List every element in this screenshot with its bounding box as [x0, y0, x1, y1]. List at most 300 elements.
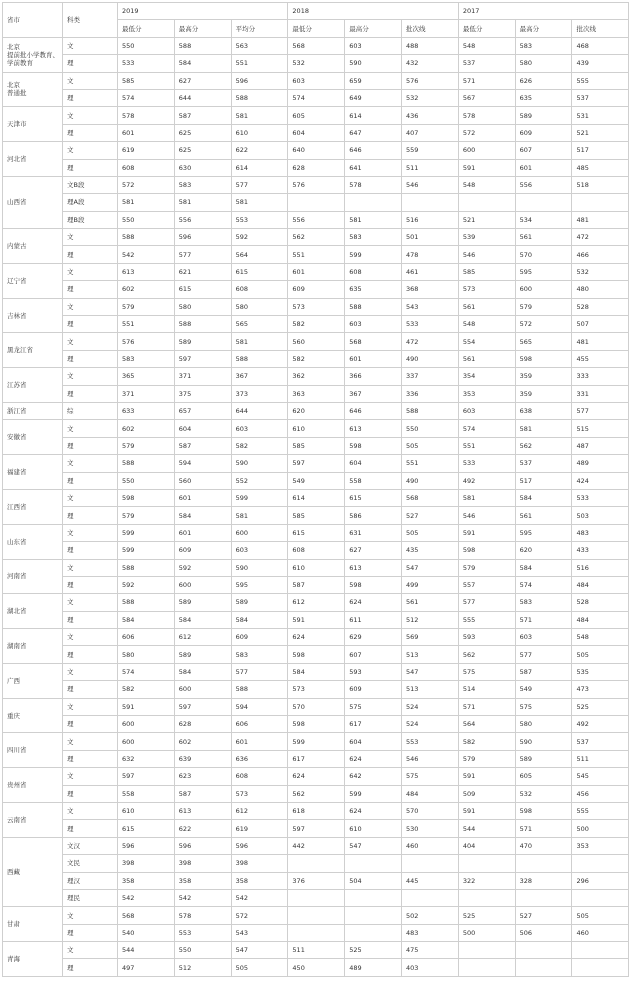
score-cell: 562 — [458, 646, 515, 663]
score-cell: 623 — [174, 768, 231, 785]
region-cell — [3, 524, 63, 559]
subject-cell: 理B段 — [63, 211, 118, 228]
score-cell: 584 — [515, 559, 572, 576]
subject-cell: 理 — [63, 959, 118, 976]
score-cell: 575 — [515, 698, 572, 715]
score-cell: 511 — [572, 750, 629, 767]
table-row — [3, 350, 629, 367]
score-cell: 373 — [231, 385, 288, 402]
region-cell — [3, 176, 63, 228]
table-row — [3, 229, 629, 246]
score-cell: 435 — [402, 542, 459, 559]
table-row — [3, 159, 629, 176]
score-cell: 532 — [572, 263, 629, 280]
score-cell: 547 — [345, 837, 402, 854]
score-cell: 564 — [458, 716, 515, 733]
table-row — [3, 37, 629, 54]
score-cell: 579 — [458, 559, 515, 576]
region-cell — [3, 559, 63, 594]
score-cell — [402, 889, 459, 906]
score-cell: 544 — [118, 942, 175, 959]
score-cell: 563 — [231, 37, 288, 54]
score-cell — [345, 924, 402, 941]
score-cell — [458, 889, 515, 906]
score-cell: 619 — [118, 142, 175, 159]
score-cell: 580 — [515, 55, 572, 72]
score-cell: 625 — [174, 124, 231, 141]
score-cell: 582 — [231, 437, 288, 454]
score-cell: 574 — [288, 89, 345, 106]
subject-cell: 文 — [63, 733, 118, 750]
score-cell: 604 — [174, 420, 231, 437]
score-cell: 572 — [458, 124, 515, 141]
table-header — [3, 3, 629, 38]
score-cell: 512 — [174, 959, 231, 976]
score-cell: 578 — [345, 176, 402, 193]
score-cell — [402, 855, 459, 872]
table-row — [3, 785, 629, 802]
table-row — [3, 716, 629, 733]
score-cell: 646 — [345, 142, 402, 159]
score-cell: 561 — [515, 507, 572, 524]
table-row — [3, 455, 629, 472]
score-cell: 589 — [515, 750, 572, 767]
score-cell: 505 — [402, 437, 459, 454]
score-cell: 590 — [231, 455, 288, 472]
score-cell: 551 — [288, 246, 345, 263]
score-cell: 624 — [288, 768, 345, 785]
region-label: 北京 — [7, 81, 20, 90]
subject-cell: 理 — [63, 350, 118, 367]
score-cell: 632 — [118, 750, 175, 767]
score-cell: 589 — [515, 107, 572, 124]
score-cell: 468 — [572, 37, 629, 54]
score-cell: 635 — [515, 89, 572, 106]
table-row — [3, 194, 629, 211]
score-cell: 578 — [118, 107, 175, 124]
table-row — [3, 72, 629, 89]
score-cell: 598 — [288, 646, 345, 663]
score-cell — [288, 889, 345, 906]
score-cell: 549 — [515, 681, 572, 698]
score-cell: 505 — [231, 959, 288, 976]
region-cell — [3, 942, 63, 977]
score-cell: 569 — [402, 629, 459, 646]
score-cell: 572 — [515, 316, 572, 333]
score-cell: 614 — [288, 489, 345, 506]
score-cell: 589 — [231, 594, 288, 611]
subject-cell: 文 — [63, 524, 118, 541]
score-cell: 573 — [288, 681, 345, 698]
score-cell: 590 — [515, 733, 572, 750]
subject-cell: 文 — [63, 263, 118, 280]
header-2019-min: 最低分 — [118, 20, 175, 37]
score-cell: 514 — [458, 681, 515, 698]
score-cell: 398 — [231, 855, 288, 872]
score-cell: 659 — [345, 72, 402, 89]
score-cell: 601 — [345, 350, 402, 367]
score-cell: 333 — [572, 368, 629, 385]
region-cell — [3, 298, 63, 333]
score-cell: 644 — [231, 402, 288, 419]
score-cell: 568 — [402, 489, 459, 506]
score-cell: 613 — [118, 263, 175, 280]
score-cell: 624 — [345, 594, 402, 611]
subject-cell: 综 — [63, 402, 118, 419]
region-label: 北京 — [7, 42, 20, 51]
score-cell: 527 — [515, 907, 572, 924]
score-cell: 570 — [288, 698, 345, 715]
table-row — [3, 333, 629, 350]
score-cell: 615 — [345, 489, 402, 506]
score-cell: 478 — [402, 246, 459, 263]
score-cell: 583 — [345, 229, 402, 246]
header-year-2017: 2017 — [458, 3, 628, 20]
score-cell: 322 — [458, 872, 515, 889]
score-cell: 584 — [118, 611, 175, 628]
score-cell: 546 — [402, 750, 459, 767]
score-cell: 608 — [345, 263, 402, 280]
score-cell: 636 — [231, 750, 288, 767]
score-cell: 432 — [402, 55, 459, 72]
score-cell: 600 — [231, 524, 288, 541]
score-cell: 592 — [174, 559, 231, 576]
score-cell: 588 — [231, 681, 288, 698]
region-label: 天津市 — [7, 120, 27, 129]
score-cell: 588 — [231, 350, 288, 367]
score-cell: 525 — [572, 698, 629, 715]
score-cell: 608 — [288, 542, 345, 559]
subject-cell: 理 — [63, 785, 118, 802]
table-row — [3, 594, 629, 611]
score-cell: 579 — [118, 298, 175, 315]
score-cell: 525 — [345, 942, 402, 959]
score-cell: 598 — [515, 802, 572, 819]
score-cell: 533 — [402, 316, 459, 333]
score-cell: 367 — [231, 368, 288, 385]
score-cell: 353 — [572, 837, 629, 854]
table-row — [3, 507, 629, 524]
score-cell: 461 — [402, 263, 459, 280]
score-cell: 460 — [402, 837, 459, 854]
score-cell: 517 — [572, 142, 629, 159]
score-cell: 561 — [458, 298, 515, 315]
score-cell: 331 — [572, 385, 629, 402]
score-cell: 562 — [515, 437, 572, 454]
score-cell: 499 — [402, 576, 459, 593]
table-row — [3, 124, 629, 141]
score-cell: 588 — [118, 594, 175, 611]
subject-cell: 文汉 — [63, 837, 118, 854]
region-label: 山西省 — [7, 198, 27, 207]
score-cell: 398 — [118, 855, 175, 872]
region-cell — [3, 333, 63, 368]
region-label: 青海 — [7, 954, 20, 963]
score-cell: 521 — [572, 124, 629, 141]
score-cell: 483 — [402, 924, 459, 941]
score-cell: 574 — [118, 89, 175, 106]
score-cell: 558 — [345, 472, 402, 489]
score-cell: 595 — [231, 576, 288, 593]
score-cell: 577 — [458, 594, 515, 611]
score-cell — [458, 959, 515, 976]
score-cell: 593 — [458, 629, 515, 646]
score-cell: 480 — [572, 281, 629, 298]
score-cell: 576 — [402, 72, 459, 89]
score-cell: 542 — [174, 889, 231, 906]
region-label: 普通批 — [7, 89, 27, 98]
score-cell: 618 — [288, 802, 345, 819]
subject-cell: 文 — [63, 629, 118, 646]
score-cell: 533 — [118, 55, 175, 72]
score-cell — [458, 855, 515, 872]
subject-cell: 理 — [63, 924, 118, 941]
score-cell: 646 — [345, 402, 402, 419]
region-label: 浙江省 — [7, 407, 27, 416]
score-cell: 584 — [174, 507, 231, 524]
score-cell: 532 — [515, 785, 572, 802]
score-cell: 610 — [345, 820, 402, 837]
score-cell: 573 — [458, 281, 515, 298]
score-cell: 517 — [515, 472, 572, 489]
score-cell: 611 — [345, 611, 402, 628]
score-cell: 598 — [515, 350, 572, 367]
score-cell: 487 — [572, 437, 629, 454]
score-cell: 573 — [288, 298, 345, 315]
score-cell: 578 — [174, 907, 231, 924]
score-cell: 619 — [231, 820, 288, 837]
score-cell — [515, 942, 572, 959]
score-cell: 589 — [174, 333, 231, 350]
score-cell: 598 — [458, 542, 515, 559]
table-row — [3, 385, 629, 402]
score-cell: 627 — [174, 72, 231, 89]
score-cell: 587 — [174, 785, 231, 802]
subject-cell: 文 — [63, 802, 118, 819]
score-cell: 588 — [118, 229, 175, 246]
score-cell — [402, 194, 459, 211]
score-cell: 475 — [402, 942, 459, 959]
score-cell: 577 — [572, 402, 629, 419]
score-cell: 617 — [288, 750, 345, 767]
score-cell: 601 — [515, 159, 572, 176]
table-row — [3, 211, 629, 228]
score-cell: 558 — [118, 785, 175, 802]
score-cell: 562 — [288, 229, 345, 246]
region-cell — [3, 489, 63, 524]
score-cell: 568 — [118, 907, 175, 924]
score-cell: 582 — [288, 350, 345, 367]
score-cell: 583 — [515, 594, 572, 611]
score-cell: 565 — [515, 333, 572, 350]
score-cell: 604 — [288, 124, 345, 141]
subject-cell: 文 — [63, 942, 118, 959]
subject-cell: 理 — [63, 681, 118, 698]
score-cell: 551 — [402, 455, 459, 472]
score-cell: 501 — [402, 229, 459, 246]
score-cell: 560 — [174, 472, 231, 489]
score-cell: 532 — [288, 55, 345, 72]
score-cell: 608 — [231, 281, 288, 298]
subject-cell: 理 — [63, 55, 118, 72]
score-cell: 484 — [402, 785, 459, 802]
subject-cell: 理 — [63, 159, 118, 176]
score-cell: 575 — [345, 698, 402, 715]
score-cell: 620 — [288, 402, 345, 419]
score-cell: 472 — [402, 333, 459, 350]
header-row-years — [3, 3, 629, 20]
score-cell: 553 — [231, 211, 288, 228]
score-cell: 612 — [174, 629, 231, 646]
score-cell: 613 — [174, 802, 231, 819]
score-cell: 579 — [118, 507, 175, 524]
score-cell: 365 — [118, 368, 175, 385]
table-row — [3, 629, 629, 646]
score-cell: 574 — [458, 420, 515, 437]
region-cell — [3, 368, 63, 403]
score-cell — [288, 907, 345, 924]
score-cell: 564 — [231, 246, 288, 263]
subject-cell: 理 — [63, 507, 118, 524]
score-cell: 581 — [345, 211, 402, 228]
subject-cell: 文 — [63, 37, 118, 54]
score-cell: 336 — [402, 385, 459, 402]
score-cell: 555 — [572, 802, 629, 819]
score-cell: 613 — [345, 559, 402, 576]
score-cell: 595 — [515, 524, 572, 541]
region-label: 河北省 — [7, 155, 27, 164]
score-cell: 555 — [458, 611, 515, 628]
score-cell: 581 — [231, 507, 288, 524]
score-cell: 375 — [174, 385, 231, 402]
score-cell: 624 — [345, 750, 402, 767]
score-cell: 588 — [174, 37, 231, 54]
subject-cell: 文 — [63, 107, 118, 124]
score-cell: 550 — [118, 211, 175, 228]
score-cell: 367 — [345, 385, 402, 402]
region-label: 江苏省 — [7, 381, 27, 390]
score-cell: 509 — [458, 785, 515, 802]
score-cell: 585 — [458, 263, 515, 280]
subject-cell: 文 — [63, 455, 118, 472]
score-cell: 591 — [118, 698, 175, 715]
score-cell: 358 — [118, 872, 175, 889]
score-cell: 580 — [174, 298, 231, 315]
score-cell: 596 — [174, 837, 231, 854]
table-row — [3, 802, 629, 819]
score-cell — [458, 942, 515, 959]
score-table-container — [2, 2, 629, 977]
region-label: 河南省 — [7, 572, 27, 581]
score-cell — [515, 194, 572, 211]
score-cell: 490 — [402, 472, 459, 489]
score-cell: 612 — [288, 594, 345, 611]
score-cell: 579 — [118, 437, 175, 454]
score-cell: 549 — [288, 472, 345, 489]
score-cell: 424 — [572, 472, 629, 489]
score-cell: 568 — [288, 37, 345, 54]
score-cell — [345, 855, 402, 872]
header-2018-min: 最低分 — [288, 20, 345, 37]
score-cell: 556 — [288, 211, 345, 228]
score-cell: 588 — [402, 402, 459, 419]
region-cell — [3, 663, 63, 698]
score-cell: 571 — [515, 820, 572, 837]
score-cell — [515, 855, 572, 872]
subject-cell: 理 — [63, 385, 118, 402]
score-cell: 609 — [288, 281, 345, 298]
score-cell: 574 — [118, 663, 175, 680]
score-cell: 577 — [231, 176, 288, 193]
score-cell: 561 — [515, 229, 572, 246]
table-row — [3, 872, 629, 889]
table-row — [3, 889, 629, 906]
score-cell: 557 — [458, 576, 515, 593]
score-cell: 473 — [572, 681, 629, 698]
score-cell: 603 — [231, 420, 288, 437]
subject-cell: 理 — [63, 542, 118, 559]
region-label: 江西省 — [7, 502, 27, 511]
table-row — [3, 942, 629, 959]
score-cell: 366 — [345, 368, 402, 385]
region-cell — [3, 402, 63, 419]
score-cell: 599 — [118, 542, 175, 559]
score-cell: 582 — [458, 733, 515, 750]
score-cell: 433 — [572, 542, 629, 559]
score-cell: 571 — [515, 611, 572, 628]
score-cell: 534 — [515, 211, 572, 228]
score-cell: 455 — [572, 350, 629, 367]
score-cell: 548 — [458, 176, 515, 193]
score-cell: 583 — [231, 646, 288, 663]
score-cell: 585 — [118, 72, 175, 89]
score-cell: 505 — [402, 524, 459, 541]
score-cell: 596 — [231, 72, 288, 89]
score-cell: 584 — [174, 611, 231, 628]
score-cell: 590 — [345, 55, 402, 72]
subject-cell: 理 — [63, 124, 118, 141]
score-cell: 640 — [288, 142, 345, 159]
score-cell: 503 — [572, 507, 629, 524]
region-cell — [3, 837, 63, 907]
score-cell: 588 — [174, 316, 231, 333]
score-cell: 472 — [572, 229, 629, 246]
subject-cell: 文 — [63, 663, 118, 680]
score-cell: 647 — [345, 124, 402, 141]
region-cell — [3, 72, 63, 107]
score-cell: 481 — [572, 211, 629, 228]
region-cell — [3, 629, 63, 664]
score-cell — [345, 889, 402, 906]
header-2018-line: 批次线 — [402, 20, 459, 37]
score-cell: 512 — [402, 611, 459, 628]
region-cell — [3, 420, 63, 455]
score-cell: 568 — [345, 333, 402, 350]
region-cell — [3, 907, 63, 942]
score-cell: 328 — [515, 872, 572, 889]
header-2017-max: 最高分 — [515, 20, 572, 37]
score-cell: 597 — [174, 350, 231, 367]
score-cell: 533 — [572, 489, 629, 506]
subject-cell: 理 — [63, 646, 118, 663]
score-cell: 588 — [231, 89, 288, 106]
score-cell: 596 — [118, 837, 175, 854]
score-cell: 504 — [345, 872, 402, 889]
score-cell: 588 — [118, 455, 175, 472]
score-cell: 606 — [118, 629, 175, 646]
table-row — [3, 681, 629, 698]
score-cell: 609 — [174, 542, 231, 559]
